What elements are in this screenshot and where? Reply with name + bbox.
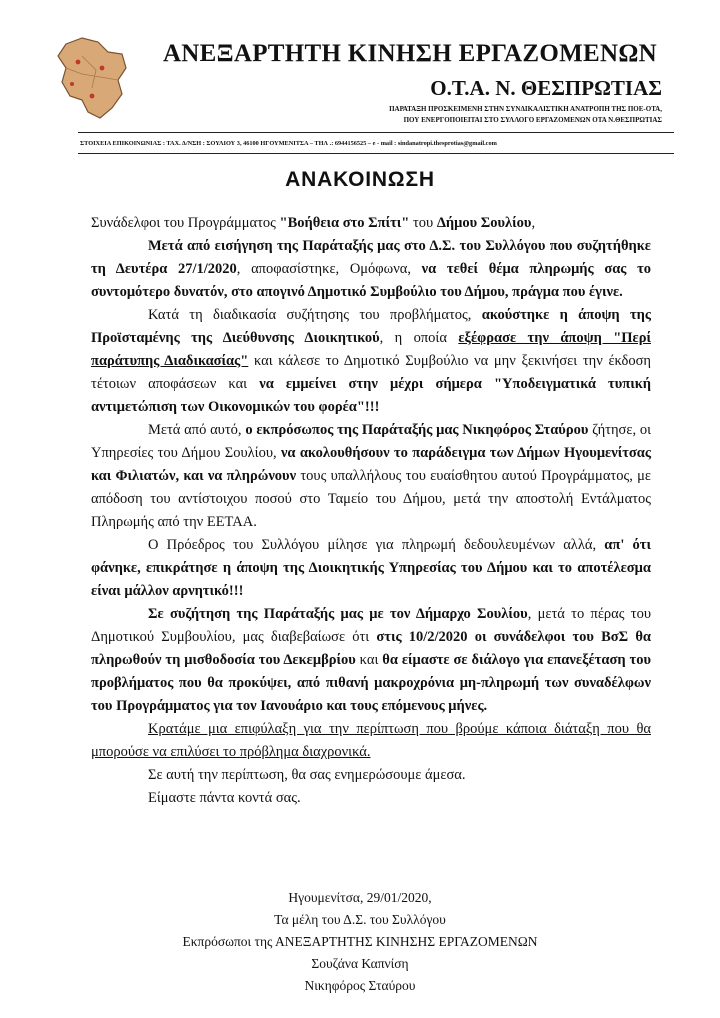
- paragraph-update: Σε αυτή την περίπτωση, θα σας ενημερώσουμε άμεσα.: [148, 767, 466, 783]
- text-run: Ο Πρόεδρος του Συλλόγου μίλησε για πληρωμή δεδουλευμένων αλλά,: [148, 537, 605, 553]
- text-run: Δήμου Σουλίου: [436, 215, 532, 231]
- text-run: να ακολουθήσουν το παράδειγμα των Δήμων Ηγουμενίτσας και Φιλιατών, και να πληρώνουν: [91, 445, 651, 484]
- text-run: Σε συζήτηση της Παράταξής μας με τον Δήμαρχο Σουλίου: [148, 606, 528, 622]
- signature-line: Τα μέλη του Δ.Σ. του Συλλόγου: [274, 912, 446, 927]
- signature-line: Εκπρόσωποι της ΑΝΕΞΑΡΤΗΤΗΣ ΚΙΝΗΣΗΣ ΕΡΓΑΖΟΜΕΝΩΝ: [182, 934, 538, 949]
- paragraph-mayor: [91, 603, 651, 718]
- text-run: να εμμείνει στην μέχρι σήμερα "Υποδειγματικά τυπική αντιμετώπιση των Οικονομικών του φορέα"!!!: [91, 376, 651, 415]
- paragraph-president: [91, 534, 651, 603]
- paragraph-greeting: [91, 212, 651, 235]
- faction-line: ΠΟΥ ΕΝΕΡΓΟΠΟΙΕΙΤΑΙ ΣΤΟ ΣΥΛΛΟΓΟ ΕΡΓΑΖΟΜΕΝΩΝ ΟΤΑ Ν.ΘΕΣΠΡΩΤΙΑΣ: [403, 116, 662, 124]
- faction-line: ΠΑΡΑΤΑΞΗ ΠΡΟΣΚΕΙΜΕΝΗ ΣΤΗΝ ΣΥΝΔΙΚΑΛΙΣΤΙΚΗ ΑΝΑΤΡΟΠΗ ΤΗΣ ΠΟΕ-ΟΤΑ,: [389, 105, 662, 113]
- header-divider: [78, 153, 674, 154]
- paragraph-decision: [91, 235, 651, 304]
- text-run: Μετά από αυτό,: [148, 422, 246, 438]
- signatory-name: Σουζάνα Καπνίση: [311, 956, 409, 971]
- text-run: απ' ότι φάνηκε, επικράτησε η άποψη της Διοικητικής Υπηρεσίας του Δήμου και το αποτέλεσμα είναι μάλλον αρνητικό!!!: [91, 537, 651, 599]
- text-run: εξέφρασε την άποψη "Περί παράτυπης Διαδικασίας": [91, 330, 652, 369]
- signature-block: [140, 887, 580, 997]
- text-run: ακούστηκε η άποψη της Προϊσταμένης της Διεύθυνσης Διοικητικού: [91, 307, 651, 346]
- text-run: ,: [531, 215, 536, 231]
- text-run: ζήτησε, οι Υπηρεσίες του Δήμου Σουλίου,: [91, 422, 651, 461]
- text-run: του: [409, 215, 437, 231]
- contact-info: ΣΤΟΙΧΕΙΑ ΕΠΙΚΟΙΝΩΝΙΑΣ : ΤΑΧ. Δ/ΝΣΗ : ΣΟΥΛΙΟΥ 3, 46100 ΗΓΟΥΜΕΝΙΤΣΑ – ΤΗΛ .: 6944156525 – e - mail : sindanatropi.thesprotias@gmail.com: [80, 140, 497, 147]
- text-run: Μετά από εισήγηση της Παράταξής μας στο Δ.Σ. του Συλλόγου που συζητήθηκε τη Δευτέρα 27/1/2020: [91, 238, 651, 277]
- paragraph-discussion: [91, 304, 651, 419]
- text-run: Κατά τη διαδικασία συζήτησης του προβλήματος,: [148, 307, 482, 323]
- text-run: θα είμαστε σε διάλογο για επανεξέταση του προβλήματος που θα προκύψει, από πιθανή μακροχρόνια μη-πληρωμή των συναδέλφων του Προγράμματος για τον Ιανουάριο και τους επόμενους μήνες.: [91, 652, 651, 714]
- organization-name: ΑΝΕΞΑΡΤΗΤΗ ΚΙΝΗΣΗ ΕΡΓΑΖΟΜΕΝΩΝ: [162, 40, 658, 67]
- announcement-body: [91, 212, 651, 810]
- text-run: ο εκπρόσωπος της Παράταξής μας Νικηφόρος Σταύρου: [245, 422, 589, 438]
- document-title: ΑΝΑΚΟΙΝΩΣΗ: [285, 168, 435, 191]
- paragraph-closing: Είμαστε πάντα κοντά σας.: [148, 790, 301, 806]
- faction-description: [302, 104, 662, 126]
- text-run: στις 10/2/2020 οι συνάδελφοι του ΒσΣ θα πληρωθούν τη μισθοδοσία του Δεκεμβρίου: [91, 629, 651, 668]
- text-run: και κάλεσε το Δημοτικό Συμβούλιο να μην ξεκινήσει την έκδοση τέτοιων αποφάσεων και: [91, 353, 652, 392]
- text-run: "Βοήθεια στο Σπίτι": [279, 215, 410, 231]
- header-divider: [78, 132, 674, 133]
- text-run: και: [355, 652, 383, 668]
- paragraph-reservation: Κρατάμε μια επιφύλαξη για την περίπτωση που βρούμε κάποια διάταξη που θα μπορούσε να επιλύσει το πρόβλημα διαχρονικά.: [91, 721, 651, 760]
- text-run: Συνάδελφοι του Προγράμματος: [91, 215, 280, 231]
- text-run: να τεθεί θέμα πληρωμής σας το συντομότερο δυνατόν, στο απογινό Δημοτικό Συμβούλιο του Δήμου, πράγμα που έγινε.: [91, 261, 651, 300]
- text-run: , η οποία: [379, 330, 459, 346]
- text-run: , μετά το πέρας του Δημοτικού Συμβουλίου, μας διαβεβαίωσε ότι: [91, 606, 652, 645]
- signature-date: Ηγουμενίτσα, 29/01/2020,: [288, 890, 432, 905]
- signatory-name: Νικηφόρος Σταύρου: [304, 978, 416, 993]
- organization-subtitle: Ο.Τ.Α. Ν. ΘΕΣΠΡΩΤΙΑΣ: [430, 76, 662, 100]
- text-run: , αποφασίστηκε, Ομόφωνα,: [236, 261, 422, 277]
- thesprotia-map-logo: [52, 34, 136, 124]
- paragraph-representative: [91, 419, 651, 534]
- text-run: τους υπαλλήλους του ευαίσθητου αυτού Προγράμματος, με απόδοση του αντίστοιχου ποσού στο Ταμείο του Δήμου, μετά την αποστολή Εντάλματος Πληρωμής από την ΕΕΤΑΑ.: [91, 468, 651, 530]
